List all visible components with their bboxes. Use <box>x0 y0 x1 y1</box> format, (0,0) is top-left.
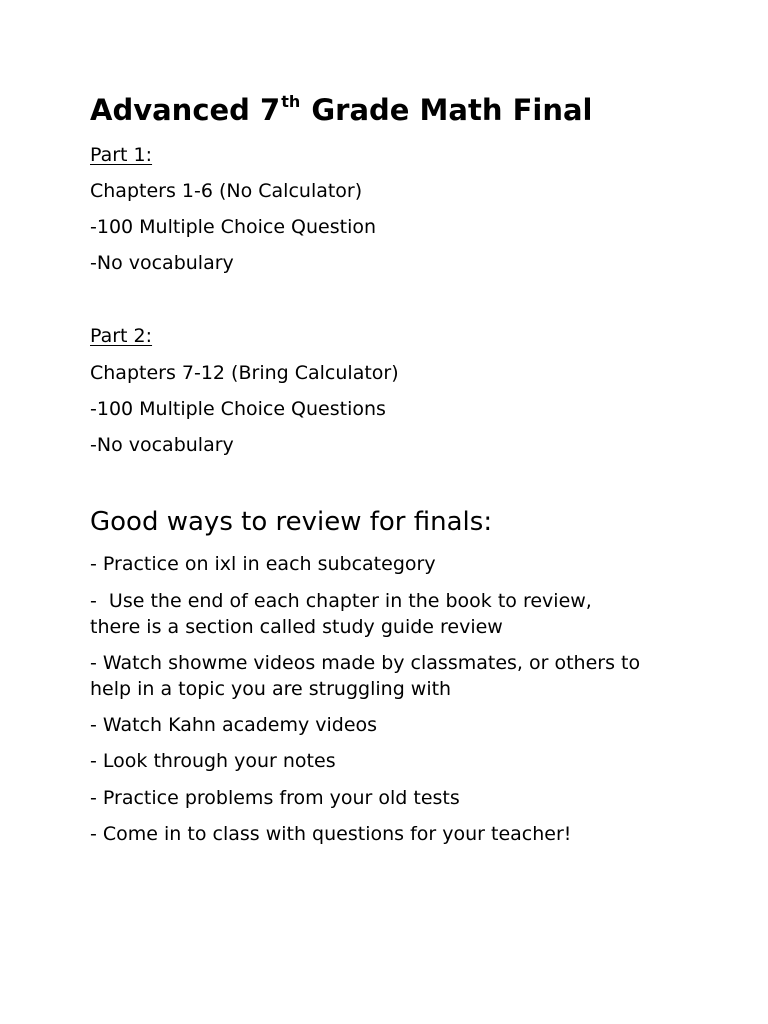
part1-line-questions: -100 Multiple Choice Question <box>90 216 377 238</box>
review-item-notes: - Look through your notes <box>90 750 336 772</box>
review-item-questions: - Come in to class with questions for your teacher! <box>90 823 572 845</box>
part2-line-chapters: Chapters 7-12 (Bring Calculator) <box>90 362 399 384</box>
review-item-chapter-end-continued: there is a section called study guide review <box>90 616 503 638</box>
review-item-old-tests: - Practice problems from your old tests <box>90 787 460 809</box>
page-title <box>90 90 593 130</box>
title-prefix: Advanced 7 <box>90 93 281 127</box>
part1-line-chapters: Chapters 1-6 (No Calculator) <box>90 180 363 202</box>
review-item-chapter-end: - Use the end of each chapter in the book to review, <box>90 590 592 612</box>
review-heading: Good ways to review for finals: <box>90 507 493 537</box>
review-item-showme: - Watch showme videos made by classmates, or others to <box>90 652 641 674</box>
part1-label: Part 1: <box>90 144 153 166</box>
part2-line-vocabulary: -No vocabulary <box>90 434 234 456</box>
title-suffix: Grade Math Final <box>301 93 593 127</box>
review-item-ixl: - Practice on ixl in each subcategory <box>90 553 436 575</box>
title-superscript: th <box>281 92 301 111</box>
review-item-kahn: - Watch Kahn academy videos <box>90 714 378 736</box>
part2-line-questions: -100 Multiple Choice Questions <box>90 398 386 420</box>
part1-line-vocabulary: -No vocabulary <box>90 252 234 274</box>
review-item-showme-continued: help in a topic you are struggling with <box>90 678 452 700</box>
part2-label: Part 2: <box>90 325 153 347</box>
